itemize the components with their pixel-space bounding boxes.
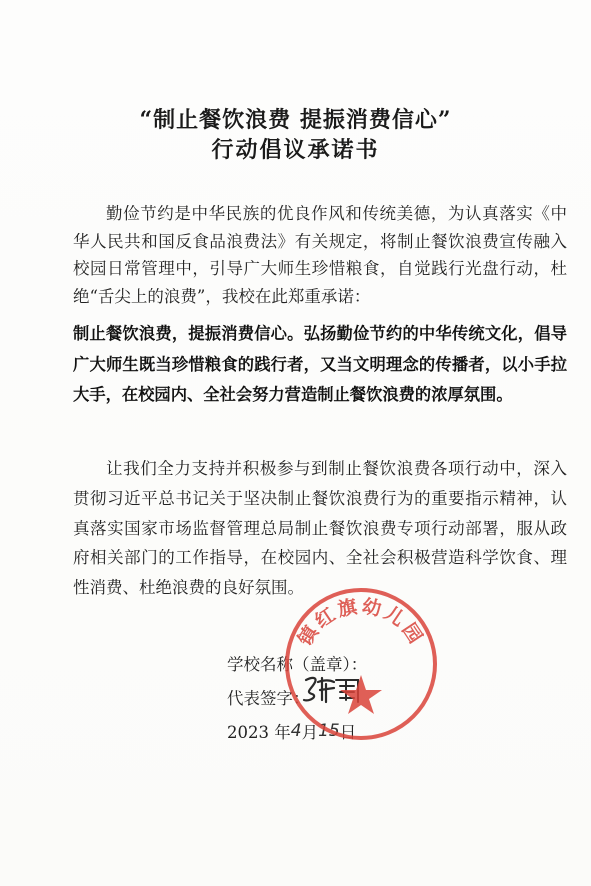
paragraph-intro: 勤俭节约是中华民族的优良作风和传统美德，为认真落实《中华人民共和国反食品浪费法》有关规定，将制止餐饮浪费宣传融入校园日常管理中，引导广大师生珍惜粮食，自觉践行光盘行动，杜绝“舌尖上的浪费”，我校在此郑重承诺： bbox=[73, 204, 567, 306]
paragraph-commitment: 制止餐饮浪费，提振消费信心。弘扬勤俭节约的中华传统文化，倡导广大师生既当珍惜粮食的践行者，又当文明理念的传播者，以小手拉大手，在校园内、全社会努力营造制止餐饮浪费的浓厚氛围。 bbox=[73, 324, 567, 404]
date-month-unit: 月 bbox=[301, 723, 319, 742]
official-seal bbox=[280, 583, 442, 745]
date-month: 4 bbox=[290, 721, 302, 741]
paragraph-action: 让我们全力支持并积极参与到制止餐饮浪费各项行动中，深入贯彻习近平总书记关于坚决制止餐饮浪费行为的重要指示精神，认真落实国家市场监督管理总局制止餐饮浪费专项行动部署，服从政府相关部门的工作指导，在校园内、全社会积极营造科学饮食、理性消费、杜绝浪费的良好氛围。 bbox=[73, 459, 567, 598]
seal-text: 镇红旗幼儿园 bbox=[294, 595, 428, 650]
document-title-line2: 行动倡议承诺书 bbox=[211, 137, 380, 163]
school-name-label: 学校名称（盖章）： bbox=[227, 655, 368, 674]
svg-text:镇红旗幼儿园 bbox=[293, 594, 428, 650]
date-day: 15 bbox=[318, 721, 340, 741]
document-title-line1: “制止餐饮浪费 提振消费信心” bbox=[139, 107, 452, 133]
date-day-unit: 日 bbox=[339, 723, 357, 742]
date-year: 2023 年 bbox=[227, 723, 291, 742]
signature-label: 代表签字： bbox=[227, 689, 310, 708]
